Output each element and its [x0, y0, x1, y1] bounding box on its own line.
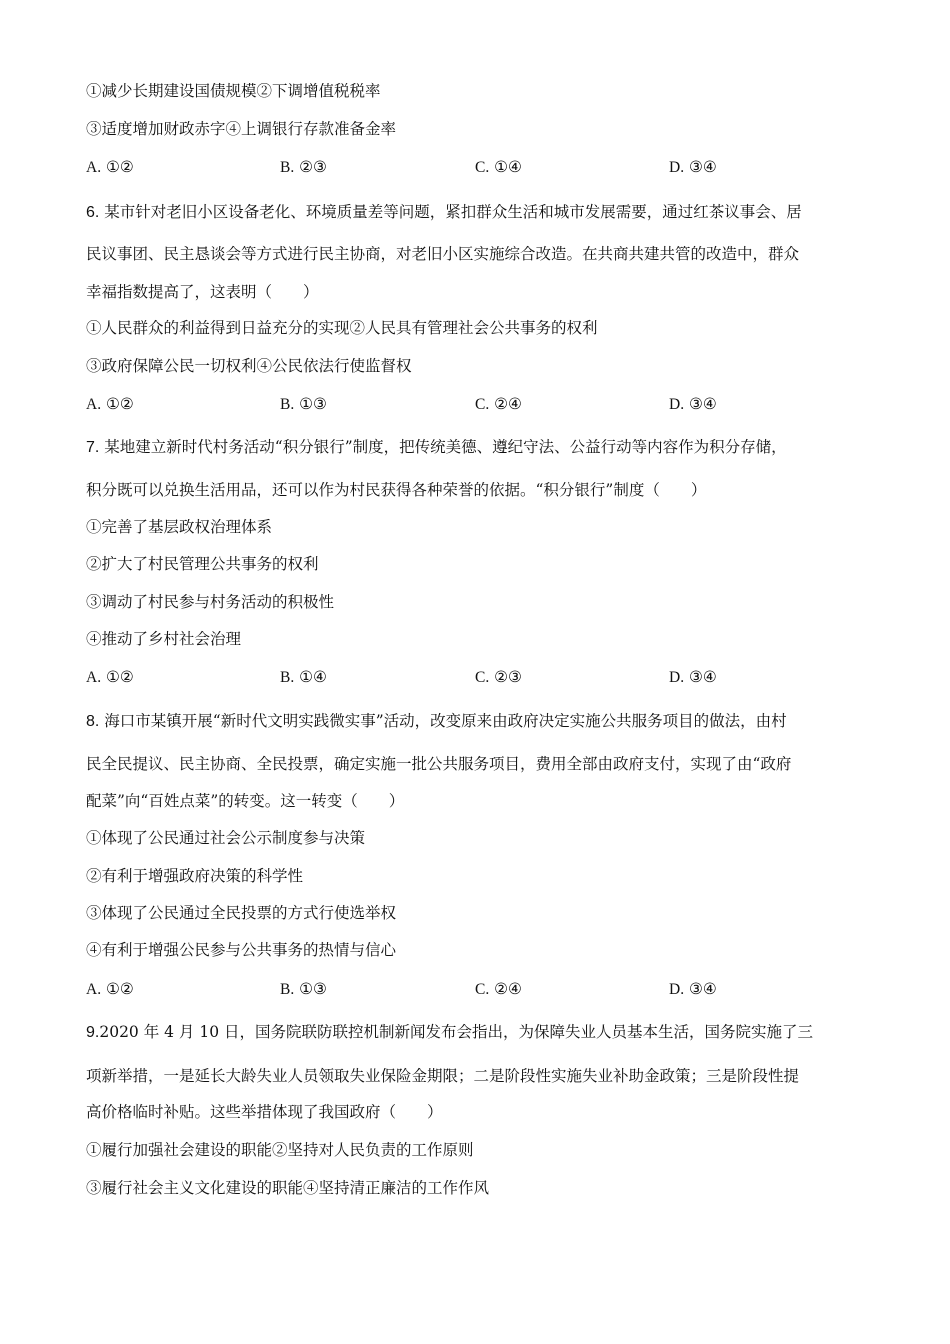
q5-option-d[interactable]: D. ③④ [669, 158, 717, 176]
q6-option-d[interactable]: D. ③④ [669, 395, 717, 413]
q9-item-2: ③履行社会主义文化建设的职能④坚持清正廉洁的工作作风 [86, 1179, 490, 1197]
q7-stem-line-1: 7. 某地建立新时代村务活动“积分银行”制度，把传统美德、遵纪守法、公益行动等内容作为积分存储， [86, 438, 787, 456]
q8-item-1: ①体现了公民通过社会公示制度参与决策 [86, 829, 366, 847]
q7-number: 7. [86, 439, 100, 456]
q6-item-1: ①人民群众的利益得到日益充分的实现②人民具有管理社会公共事务的权利 [86, 319, 598, 337]
q5-options [86, 157, 866, 177]
q7-item-1: ①完善了基层政权治理体系 [86, 518, 273, 536]
q8-options [86, 979, 866, 999]
q6-stem-line-1: 6. 某市针对老旧小区设备老化、环境质量差等问题，紧扣群众生活和城市发展需要，通过红茶议事会、居 [86, 203, 802, 221]
q9-number: 9. [86, 1024, 100, 1041]
q6-option-c[interactable]: C. ②④ [475, 395, 522, 413]
q6-options [86, 394, 866, 414]
q8-number: 8. [86, 713, 100, 730]
q5-option-b[interactable]: B. ②③ [280, 158, 327, 176]
q8-stem-line-2: 民全民提议、民主协商、全民投票，确定实施一批公共服务项目，费用全部由政府支付，实现了由“政府 [86, 755, 792, 773]
q9-stem-line-3: 高价格临时补贴。这些举措体现了我国政府（ ） [86, 1103, 443, 1121]
q9-stem-line-1: 9.2020 年 4 月 10 日，国务院联防联控机制新闻发布会指出，为保障失业人员基本生活，国务院实施了三 [86, 1023, 814, 1041]
q6-option-a[interactable]: A. ①② [86, 395, 134, 413]
q8-item-4: ④有利于增强公民参与公共事务的热情与信心 [86, 941, 397, 959]
q8-stem-line-3: 配菜”向“百姓点菜”的转变。这一转变（ ） [86, 792, 405, 810]
q6-item-2: ③政府保障公民一切权利④公民依法行使监督权 [86, 357, 412, 375]
q5-item-2: ③适度增加财政赤字④上调银行存款准备金率 [86, 120, 397, 138]
q8-option-a[interactable]: A. ①② [86, 980, 134, 998]
q6-option-b[interactable]: B. ①③ [280, 395, 327, 413]
q7-stem-line-2: 积分既可以兑换生活用品，还可以作为村民获得各种荣誉的依据。“积分银行”制度（ ） [86, 481, 707, 499]
q6-stem-line-3: 幸福指数提高了，这表明（ ） [86, 283, 319, 301]
q5-item-1: ①减少长期建设国债规模②下调增值税税率 [86, 82, 381, 100]
q8-option-d[interactable]: D. ③④ [669, 980, 717, 998]
q5-option-c[interactable]: C. ①④ [475, 158, 522, 176]
q7-option-d[interactable]: D. ③④ [669, 668, 717, 686]
q6-stem-line-2: 民议事团、民主恳谈会等方式进行民主协商，对老旧小区实施综合改造。在共商共建共管的改造中，群众 [86, 245, 800, 263]
q5-option-a[interactable]: A. ①② [86, 158, 134, 176]
q9-stem-line-2: 项新举措，一是延长大龄失业人员领取失业保险金期限；二是阶段性实施失业补助金政策；三是阶段性提 [86, 1067, 800, 1085]
q7-item-2: ②扩大了村民管理公共事务的权利 [86, 555, 319, 573]
q7-item-3: ③调动了村民参与村务活动的积极性 [86, 593, 335, 611]
q7-option-c[interactable]: C. ②③ [475, 668, 522, 686]
q7-option-b[interactable]: B. ①④ [280, 668, 327, 686]
q8-stem-line-1: 8. 海口市某镇开展“新时代文明实践微实事”活动，改变原来由政府决定实施公共服务项目的做法，由村 [86, 712, 787, 730]
q6-number: 6. [86, 204, 100, 221]
q8-item-3: ③体现了公民通过全民投票的方式行使选举权 [86, 904, 397, 922]
q7-item-4: ④推动了乡村社会治理 [86, 630, 242, 648]
q8-option-c[interactable]: C. ②④ [475, 980, 522, 998]
q7-option-a[interactable]: A. ①② [86, 668, 134, 686]
q8-item-2: ②有利于增强政府决策的科学性 [86, 867, 304, 885]
q7-options [86, 667, 866, 687]
q8-option-b[interactable]: B. ①③ [280, 980, 327, 998]
q9-item-1: ①履行加强社会建设的职能②坚持对人民负责的工作原则 [86, 1141, 474, 1159]
